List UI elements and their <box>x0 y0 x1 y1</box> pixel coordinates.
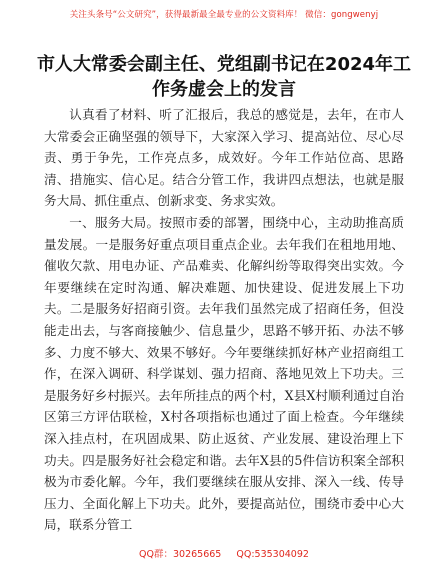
contact-footer <box>0 546 448 560</box>
paragraph-service-overall: 一、服务大局。按照市委的部署，围绕中心，主动助推高质量发展。一是服务好重点项目重点企业。去年我们在租地用地、催收欠款、用电办证、产品难卖、化解纠纷等取得突出实效。今年要继续在定时沟通、解决难题、加快建设、促进发展上下功夫。二是服务好招商引资。去年我们虽然完成了招商任务，但没能走出去，与客商接触少、信息量少，思路不够开拓、办法不够多、力度不够大、效果不够好。今年要继续抓好林产业招商组工作，在深入调研、科学谋划、强力招商、落地见效上下功夫。三是服务好乡村振兴。去年所挂点的两个村，X县X村顺利通过自治区第三方评估联检，X村各项指标也通过了面上检查。今年继续深入挂点村，在巩固成果、防止返贫、产业发展、建设治理上下功夫。四是服务好社会稳定和谐。去年X县的5件信访积案全部积极为市委化解。今年，我们要继续在服从安排、深入一线、传导压力、全面化解上下功夫。此外，要提高站位，围绕市委中心大局，联系分管工 <box>44 214 404 533</box>
document-body <box>44 104 404 536</box>
document-title: 市人大常委会副主任、党组副书记在2024年工作务虚会上的发言 <box>36 54 412 100</box>
paragraph-intro: 认真看了材料、听了汇报后，我总的感觉是，去年，在市人大常委会正确坚强的领导下，大家深入学习、提高站位、尽心尽责、勇于争先，工作亮点多，成效好。今年工作站位高、思路清、措施实、信心足。结合分管工作，我讲四点想法，也就是服务大局、抓住重点、创新求变、务求实效。 <box>44 107 404 209</box>
promo-banner: 关注头条号“公文研究”，获得最新最全最专业的公文资料库！ 微信：gongwenyj <box>69 10 379 20</box>
qq-contact-text: QQ:535304092 <box>236 549 309 560</box>
qq-group-text: QQ群：30265665 <box>139 549 222 560</box>
